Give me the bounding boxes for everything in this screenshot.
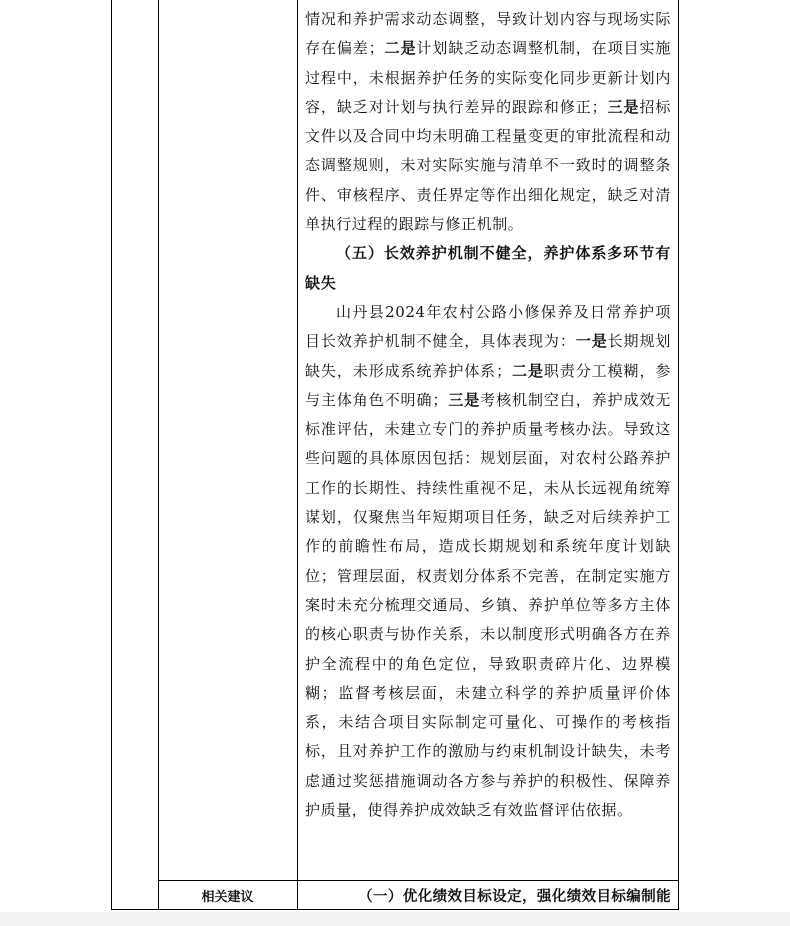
table-column-divider-1 xyxy=(158,0,159,910)
table-column-divider-2 xyxy=(297,0,298,910)
findings-cell xyxy=(305,5,671,825)
suggestion-heading-1: （一）优化绩效目标设定，强化绩效目标编制能 xyxy=(358,888,671,905)
paragraph-text: 招标文件以及合同中均未明确工程量变更的审批流程和动态调整规则，未对实际实施与清单不一致时的调整条件、审核程序、责任界定等作出细化规定，缺乏对清单执行过程的跟踪与修正机制。 xyxy=(305,97,672,234)
paragraph-text: 考核机制空白，养护成效无标准评估，未建立专门的养护质量考核办法。导致这些问题的具体原因包括：规划层面，对农村公路养护工作的长期性、持续性重视不足，未从长远视角统筹谋划，仅聚焦当年短期项目任务，缺乏对后续养护工作的前瞻性布局，造成长期规划和系统年度计划缺位；管理层面，权责划分体系不完善，在制定实施方案时未充分梳理交通局、乡镇、养护单位等多方主体的核心职责与协作关系，未以制度形式明确各方在养护全流程中的角色定位，导致职责碎片化、边界模糊；监督考核层面，未建立科学的养护质量评价体系，未结合项目实际制定可量化、可操作的考核指标，且对养护工作的激励与约束机制设计缺失，未考虑通过奖惩措施调动各方参与养护的积极性、保障养护质量，使得养护成效缺乏有效监督评估依据。 xyxy=(305,390,671,820)
paragraph-text: 长期规划缺失，未形成系统养护体系； xyxy=(305,332,672,380)
paragraph-plan-deviation xyxy=(305,5,671,239)
paragraph-maintenance-mechanism xyxy=(305,298,671,825)
row-label-suggestions: 相关建议 xyxy=(201,889,254,905)
paragraph-text: 情况和养护需求动态调整，导致计划内容与现场实际存在偏差； xyxy=(305,10,671,58)
paragraph-text: 计划缺乏动态调整机制，在项目实施过程中，未根据养护任务的实际变化同步更新计划内容，缺乏对计划与执行差异的跟踪和修正； xyxy=(305,39,671,116)
paragraph-text: 山丹县2024年农村公路小修保养及日常养护项目长效养护机制不健全，具体表现为： xyxy=(305,302,671,351)
bold-marker: 三是 xyxy=(448,390,481,409)
bold-marker: 一是 xyxy=(575,332,608,351)
bold-marker: 二是 xyxy=(384,39,417,58)
bold-marker: 三是 xyxy=(607,97,640,116)
bold-marker: 二是 xyxy=(511,361,544,380)
page-bottom-margin xyxy=(0,912,790,926)
table-border-bottom xyxy=(111,909,679,910)
table-border-left xyxy=(111,0,112,910)
table-border-right xyxy=(678,0,679,910)
section-heading-5: （五）长效养护机制不健全，养护体系多环节有缺失 xyxy=(305,244,671,292)
paragraph-text: 职责分工模糊，参与主体角色不明确； xyxy=(305,361,671,409)
